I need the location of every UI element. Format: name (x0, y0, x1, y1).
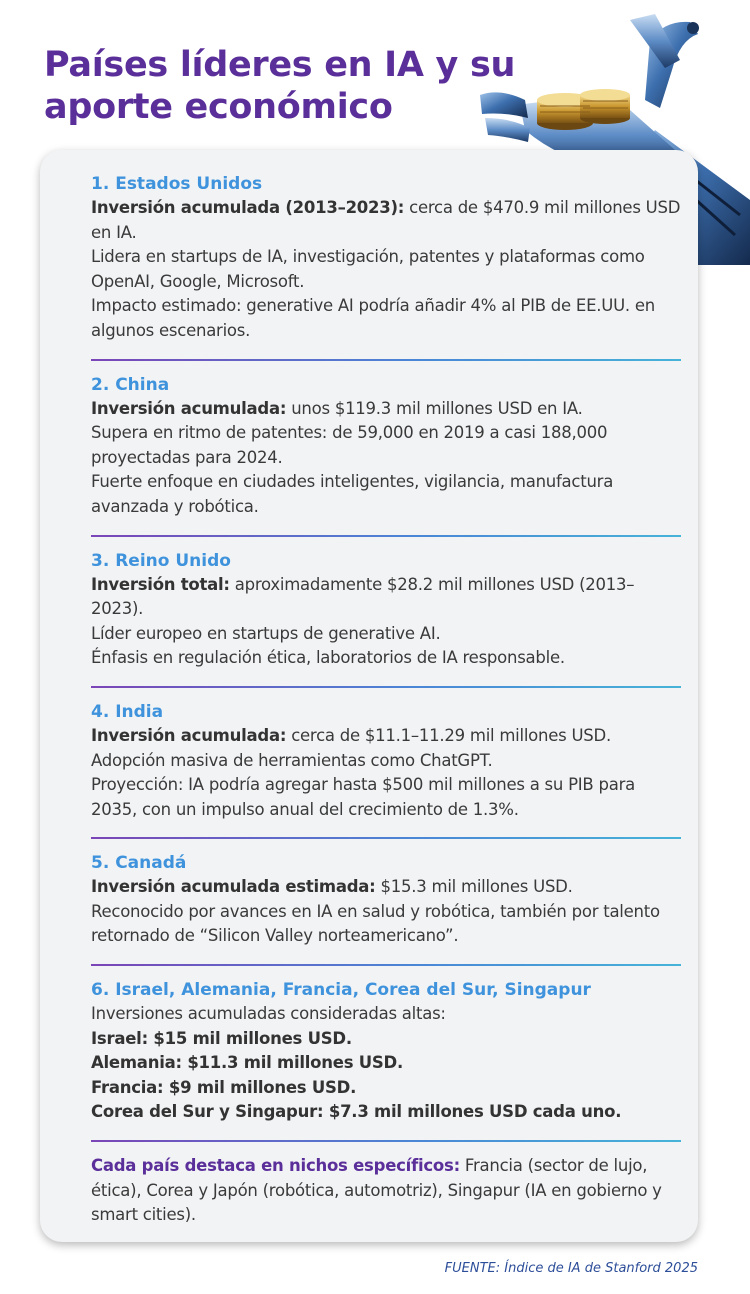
robot-finger (480, 92, 528, 118)
section-paragraph: Lidera en startups de IA, investigación, patentes y plataformas como OpenAI, Google, Microsoft. (91, 247, 645, 291)
section-estados-unidos (91, 172, 681, 359)
note-text: Francia (sector de lujo, ética), Corea y Japón (robótica, automotriz), Singapur (IA en gobierno y smart cities). (91, 1156, 662, 1225)
section-divider (91, 964, 681, 966)
section-divider (91, 359, 681, 361)
section-otros-paises (91, 978, 681, 1140)
investment-text: unos $119.3 mil millones USD en IA. (286, 398, 583, 418)
country-investment-item: Alemania: $11.3 mil millones USD. (91, 1053, 404, 1073)
section-paragraph: Proyección: IA podría agregar hasta $500 mil millones a su PIB para 2035, con un impulso anual del crecimiento de 1.3%. (91, 775, 635, 819)
section-paragraph: Adopción masiva de herramientas como ChatGPT. (91, 750, 493, 770)
country-investment-item: Francia: $9 mil millones USD. (91, 1077, 357, 1097)
country-investment-item: Corea del Sur y Singapur: $7.3 mil millones USD cada uno. (91, 1102, 622, 1122)
content-card (40, 150, 698, 1242)
section-paragraph: Líder europeo en startups de generative AI. (91, 623, 441, 643)
investment-text: cerca de $470.9 mil millones USD en IA. (91, 198, 681, 242)
section-intro: Inversiones acumuladas consideradas altas: (91, 1004, 446, 1024)
section-paragraph: Reconocido por avances en IA en salud y robótica, también por talento retornado de “Silicon Valley norteamericano”. (91, 901, 660, 946)
section-divider (91, 837, 681, 839)
investment-text: aproximadamente $28.2 mil millones USD (2013–2023). (91, 574, 635, 619)
section-heading: 5. Canadá (91, 853, 187, 874)
investment-label: Inversión total: (91, 574, 230, 594)
source-citation: FUENTE: Índice de IA de Stanford 2025 (444, 1261, 698, 1276)
section-reino-unido (91, 549, 681, 686)
content-list (91, 172, 681, 1243)
section-heading: 4. India (91, 701, 164, 722)
section-paragraph: Fuerte enfoque en ciudades inteligentes, vigilancia, manufactura avanzada y robótica. (91, 472, 614, 516)
section-india (91, 700, 681, 837)
investment-label: Inversión acumulada estimada: (91, 877, 376, 897)
section-paragraph: Supera en ritmo de patentes: de 59,000 en 2019 a casi 188,000 proyectadas para 2024. (91, 423, 608, 467)
section-heading: 3. Reino Unido (91, 550, 231, 571)
section-heading: 2. China (91, 374, 170, 395)
investment-text: cerca de $11.1–11.29 mil millones USD. (286, 725, 611, 745)
section-heading: 1. Estados Unidos (91, 174, 263, 194)
page-title: Países líderes en IA y su aporte económico (44, 45, 516, 127)
section-divider (91, 1140, 681, 1142)
investment-label: Inversión acumulada: (91, 725, 287, 745)
section-china (91, 373, 681, 535)
niches-note (91, 1154, 681, 1243)
note-lead: Cada país destaca en nichos específicos: (91, 1156, 460, 1176)
section-canada (91, 851, 681, 964)
section-paragraph: Impacto estimado: generative AI podría añadir 4% al PIB de EE.UU. en algunos escenarios. (91, 296, 655, 340)
investment-label: Inversión acumulada (2013–2023): (91, 198, 405, 217)
section-paragraph: Énfasis en regulación ética, laboratorios de IA responsable. (91, 648, 565, 668)
section-divider (91, 535, 681, 537)
section-heading: 6. Israel, Alemania, Francia, Corea del Sur, Singapur (91, 980, 591, 1001)
section-divider (91, 686, 681, 688)
investment-text: $15.3 mil millones USD. (375, 877, 573, 897)
country-investment-item: Israel: $15 mil millones USD. (91, 1028, 352, 1048)
investment-label: Inversión acumulada: (91, 398, 287, 418)
